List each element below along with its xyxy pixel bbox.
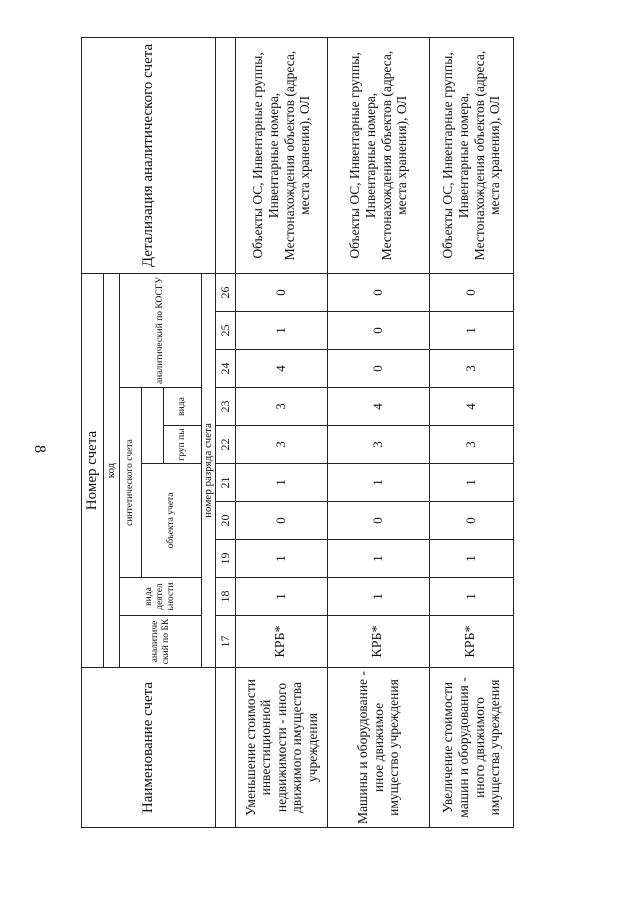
row-3-val-20: 0 [430, 502, 514, 540]
row-2-val-17: КРБ* [328, 616, 430, 668]
row-2-val-25: 0 [328, 312, 430, 350]
row-3-val-25: 1 [430, 312, 514, 350]
row-1-name: Уменьшение стоимости инвестиционной недвижимости - иного движимого имущества учреждения [236, 668, 328, 828]
row-1-val-17: КРБ* [236, 616, 328, 668]
row-2-name: Машины и оборудование - иное движимое имущество учреждения [328, 668, 430, 828]
digit-spacer-left [216, 668, 236, 828]
row-1-val-25: 1 [236, 312, 328, 350]
header-group: груп пы [164, 426, 202, 464]
row-2-val-18: 1 [328, 578, 430, 616]
digit-20: 20 [216, 502, 236, 540]
header-analytic-kosgu: аналитический по КОСГУ [120, 273, 202, 387]
rotated-account-table [81, 38, 513, 828]
header-group-kind-spacer [142, 388, 164, 464]
header-code: код [104, 273, 120, 667]
row-1-val-22: 3 [236, 426, 328, 464]
row-2-detail: Объекты ОС, Инвентарные группы, Инвентарные номера, Местонахождения объектов (адреса, места хранения), ОЛ [328, 37, 430, 273]
row-1-detail: Объекты ОС, Инвентарные группы, Инвентарные номера, Местонахождения объектов (адреса, места хранения), ОЛ [236, 37, 328, 273]
row-3-val-24: 3 [430, 350, 514, 388]
header-account-number: Номер счета [82, 273, 104, 667]
row-1-val-23: 3 [236, 388, 328, 426]
header-kind: вида [164, 388, 202, 426]
row-3-val-18: 1 [430, 578, 514, 616]
row-2-val-26: 0 [328, 273, 430, 311]
header-activity-type: вида деятел ьности [120, 578, 202, 616]
row-1-val-21: 1 [236, 464, 328, 502]
page-number: 8 [31, 445, 48, 453]
row-3-val-21: 1 [430, 464, 514, 502]
digit-18: 18 [216, 578, 236, 616]
table-row [430, 37, 514, 827]
row-3-val-22: 3 [430, 426, 514, 464]
row-3-val-26: 0 [430, 273, 514, 311]
digit-23: 23 [216, 388, 236, 426]
header-object: объекта учета [142, 464, 202, 578]
row-1-val-18: 1 [236, 578, 328, 616]
row-1-val-19: 1 [236, 540, 328, 578]
row-1-val-26: 0 [236, 273, 328, 311]
row-2-val-23: 4 [328, 388, 430, 426]
row-2-val-21: 1 [328, 464, 430, 502]
digit-25: 25 [216, 312, 236, 350]
row-3-name: Увеличение стоимости машин и оборудования - иного движимого имущества учреждения [430, 668, 514, 828]
account-table [81, 37, 514, 828]
row-1-val-24: 4 [236, 350, 328, 388]
row-2-val-19: 1 [328, 540, 430, 578]
digit-spacer-right [216, 37, 236, 273]
digit-24: 24 [216, 350, 236, 388]
digit-21: 21 [216, 464, 236, 502]
header-name: Наименование счета [82, 668, 216, 828]
row-3-val-23: 4 [430, 388, 514, 426]
digit-22: 22 [216, 426, 236, 464]
header-detail: Детализация аналитического счета [82, 37, 216, 273]
row-3-val-17: КРБ* [430, 616, 514, 668]
header-digit-number: номер разряда счета [202, 273, 216, 667]
row-2-val-22: 3 [328, 426, 430, 464]
digit-19: 19 [216, 540, 236, 578]
header-analytic-bk: аналитиче ский по БК [120, 616, 202, 668]
row-2-val-20: 0 [328, 502, 430, 540]
table-row [236, 37, 328, 827]
digit-17: 17 [216, 616, 236, 668]
row-1-val-20: 0 [236, 502, 328, 540]
digit-26: 26 [216, 273, 236, 311]
row-2-val-24: 0 [328, 350, 430, 388]
table-row [328, 37, 430, 827]
row-3-detail: Объекты ОС, Инвентарные группы, Инвентарные номера, Местонахождения объектов (адреса, места хранения), ОЛ [430, 37, 514, 273]
header-synthetic: синтетического счета [120, 388, 142, 578]
row-3-val-19: 1 [430, 540, 514, 578]
